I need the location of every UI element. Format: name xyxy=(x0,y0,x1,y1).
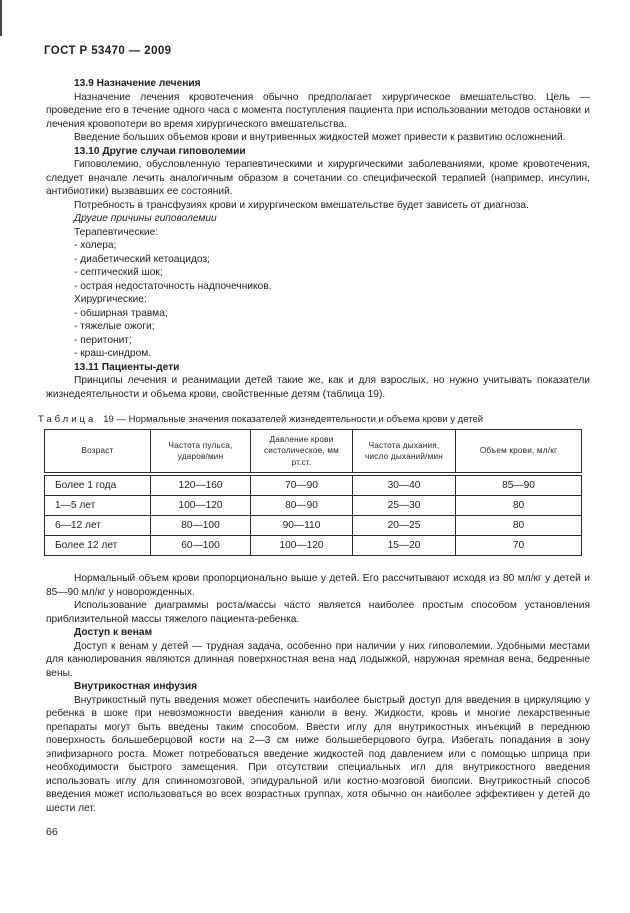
table-cell: 80—100 xyxy=(151,516,251,536)
table-caption-label: Таблица xyxy=(38,414,97,425)
table-cell: 80 xyxy=(456,496,582,516)
table-cell: 85—90 xyxy=(456,474,582,496)
paragraph-other-causes: Другие причины гиповолемии xyxy=(74,213,217,224)
table-cell: 90—110 xyxy=(251,516,353,536)
table-cell: Более 12 лет xyxy=(45,536,151,556)
paragraph-intraosseous: Внутрикостный путь введения может обеспечить наиболее быстрый доступ для введения в циркуляцию у ребенка в шоке при невозможности введения канюли в вену. Жидкости, кровь и многие лекарственные препараты могут быть введены таким способом. Ввести иглу для внутрикостных инъекций в переднюю поверхность большеберцовой кости на 2—3 см ниже большеберцового бугра. Избегать попадания в зону эпифизарного роста. Может потребоваться введение жидкостей под давлением или с помощью шприца при необходимости быстрого замещения. При отсутствии специальных игл для внутрикостного введения использовать иглу для спинномозговой, эпидуральной или костно-мозговой биопсии. Внутрикостный способ введения может использоваться во всех возрастных группах, хотя обычно он наиболее эффективен у детей до шести лет. xyxy=(46,694,590,814)
table-cell: 100—120 xyxy=(151,496,251,516)
list-item-cholera: - холера; xyxy=(74,240,117,251)
scan-edge-artifact xyxy=(0,0,2,36)
paragraph-vein-access: Доступ к венам у детей — трудная задача, особенно при наличии у них гиповолемии. Удобными местами для канюлирования являются длинная поверхностная вена над лодыжкой, наружная яремная вена, бедренные вены. xyxy=(46,640,590,679)
table-cell: 30—40 xyxy=(353,474,456,496)
doc-code-header: ГОСТ Р 53470 — 2009 xyxy=(44,45,172,57)
list-item-septic-shock: - септический шок; xyxy=(74,267,163,278)
table-row xyxy=(45,474,582,496)
list-item-crush-syndrome: - краш-синдром. xyxy=(74,348,152,359)
label-surgical: Хирургические: xyxy=(74,294,147,305)
table-cell: 15—20 xyxy=(353,536,456,556)
table-caption-text: 19 — Нормальные значения показателей жизнедеятельности и объема крови у детей xyxy=(103,414,484,425)
paragraph-transfusion-need: Потребность в трансфузиях крови и хирургическом вмешательстве будет зависеть от диагноза. xyxy=(74,199,529,211)
list-item-peritonitis: - перитонит; xyxy=(74,334,132,346)
paragraph-children-principles: Принципы лечения и реанимации детей такие же, как и для взрослых, но нужно учитывать показатели жизнедеятельности и объема крови, свойственные детям (таблица 19). xyxy=(46,375,590,400)
table-row xyxy=(45,536,582,556)
table-caption xyxy=(38,414,590,426)
table-cell: 100—120 xyxy=(251,536,353,556)
table-header-row xyxy=(45,430,582,475)
table-header-pressure: Давление крови систолическое, мм рт.ст. xyxy=(251,430,353,475)
paragraph-hypovolemia: Гиповолемию, обусловленную терапевтическими и хирургическими заболеваниями, кроме кровотечения, следует вначале лечить аналогичным образом в сочетании со специфической терапией (например, инсулин, антибиотики) вызвавших ее состояний. xyxy=(46,159,590,197)
table-header-blood-volume: Объем крови, мл/кг xyxy=(456,430,582,475)
table-cell: 80 xyxy=(456,516,582,536)
table-cell: 6—12 лет xyxy=(45,516,151,536)
vitals-table xyxy=(44,429,582,556)
table-cell: 25—30 xyxy=(353,496,456,516)
table-header-age: Возраст xyxy=(45,430,151,475)
table-header-pulse: Частота пульса, ударов/мин xyxy=(151,430,251,475)
paragraph-complications: Введение больших объемов крови и внутривенных жидкостей может привести к развитию осложнений. xyxy=(74,132,566,143)
section-heading-13-11: 13.11 Пациенты-дети xyxy=(74,361,180,373)
label-therapeutic: Терапевтические: xyxy=(74,226,159,238)
list-item-ketoacidosis: - диабетический кетоацидоз; xyxy=(74,253,210,265)
page-number: 66 xyxy=(46,826,58,838)
table-row xyxy=(45,496,582,516)
table-header-respiration: Частота дыхания, число дыханий/мин xyxy=(353,430,456,475)
table-cell: 1—5 лет xyxy=(45,496,151,516)
list-item-burns: - тяжелые ожоги; xyxy=(74,321,155,332)
list-item-trauma: - обширная травма; xyxy=(74,307,168,319)
table-cell: 70—90 xyxy=(251,474,353,496)
list-item-adrenal-insufficiency: - острая недостаточность надпочечников. xyxy=(74,280,272,292)
table-row xyxy=(45,516,582,536)
table-cell: Более 1 года xyxy=(45,474,151,496)
section-heading-13-10: 13.10 Другие случаи гиповолемии xyxy=(74,145,246,157)
table-cell: 80—90 xyxy=(251,496,353,516)
table-cell: 70 xyxy=(456,536,582,556)
document-body xyxy=(38,77,590,815)
table-cell: 20—25 xyxy=(353,516,456,536)
table-cell: 120—160 xyxy=(151,474,251,496)
section-heading-vein-access: Доступ к венам xyxy=(74,627,153,638)
paragraph-treatment-purpose: Назначение лечения кровотечения обычно предполагает хирургическое вмешательство. Цель — проведение его в течение одного часа с момента поступления пациента при использовании методов остановки и лечения кровопотери во время хирургического вмешательства. xyxy=(46,91,590,130)
paragraph-growth-chart: Использование диаграммы роста/массы часто является наиболее простым способом установления приблизительной массы тяжелого пациента-ребенка. xyxy=(46,600,590,625)
section-heading-intraosseous: Внутрикостная инфузия xyxy=(74,681,198,692)
table-cell: 60—100 xyxy=(151,536,251,556)
section-heading-13-9: 13.9 Назначение лечения xyxy=(74,78,201,89)
paragraph-blood-volume: Нормальный объем крови пропорционально выше у детей. Его рассчитывают исходя из 80 мл/кг у детей и 85—90 мл/кг у новорожденных. xyxy=(46,573,590,598)
